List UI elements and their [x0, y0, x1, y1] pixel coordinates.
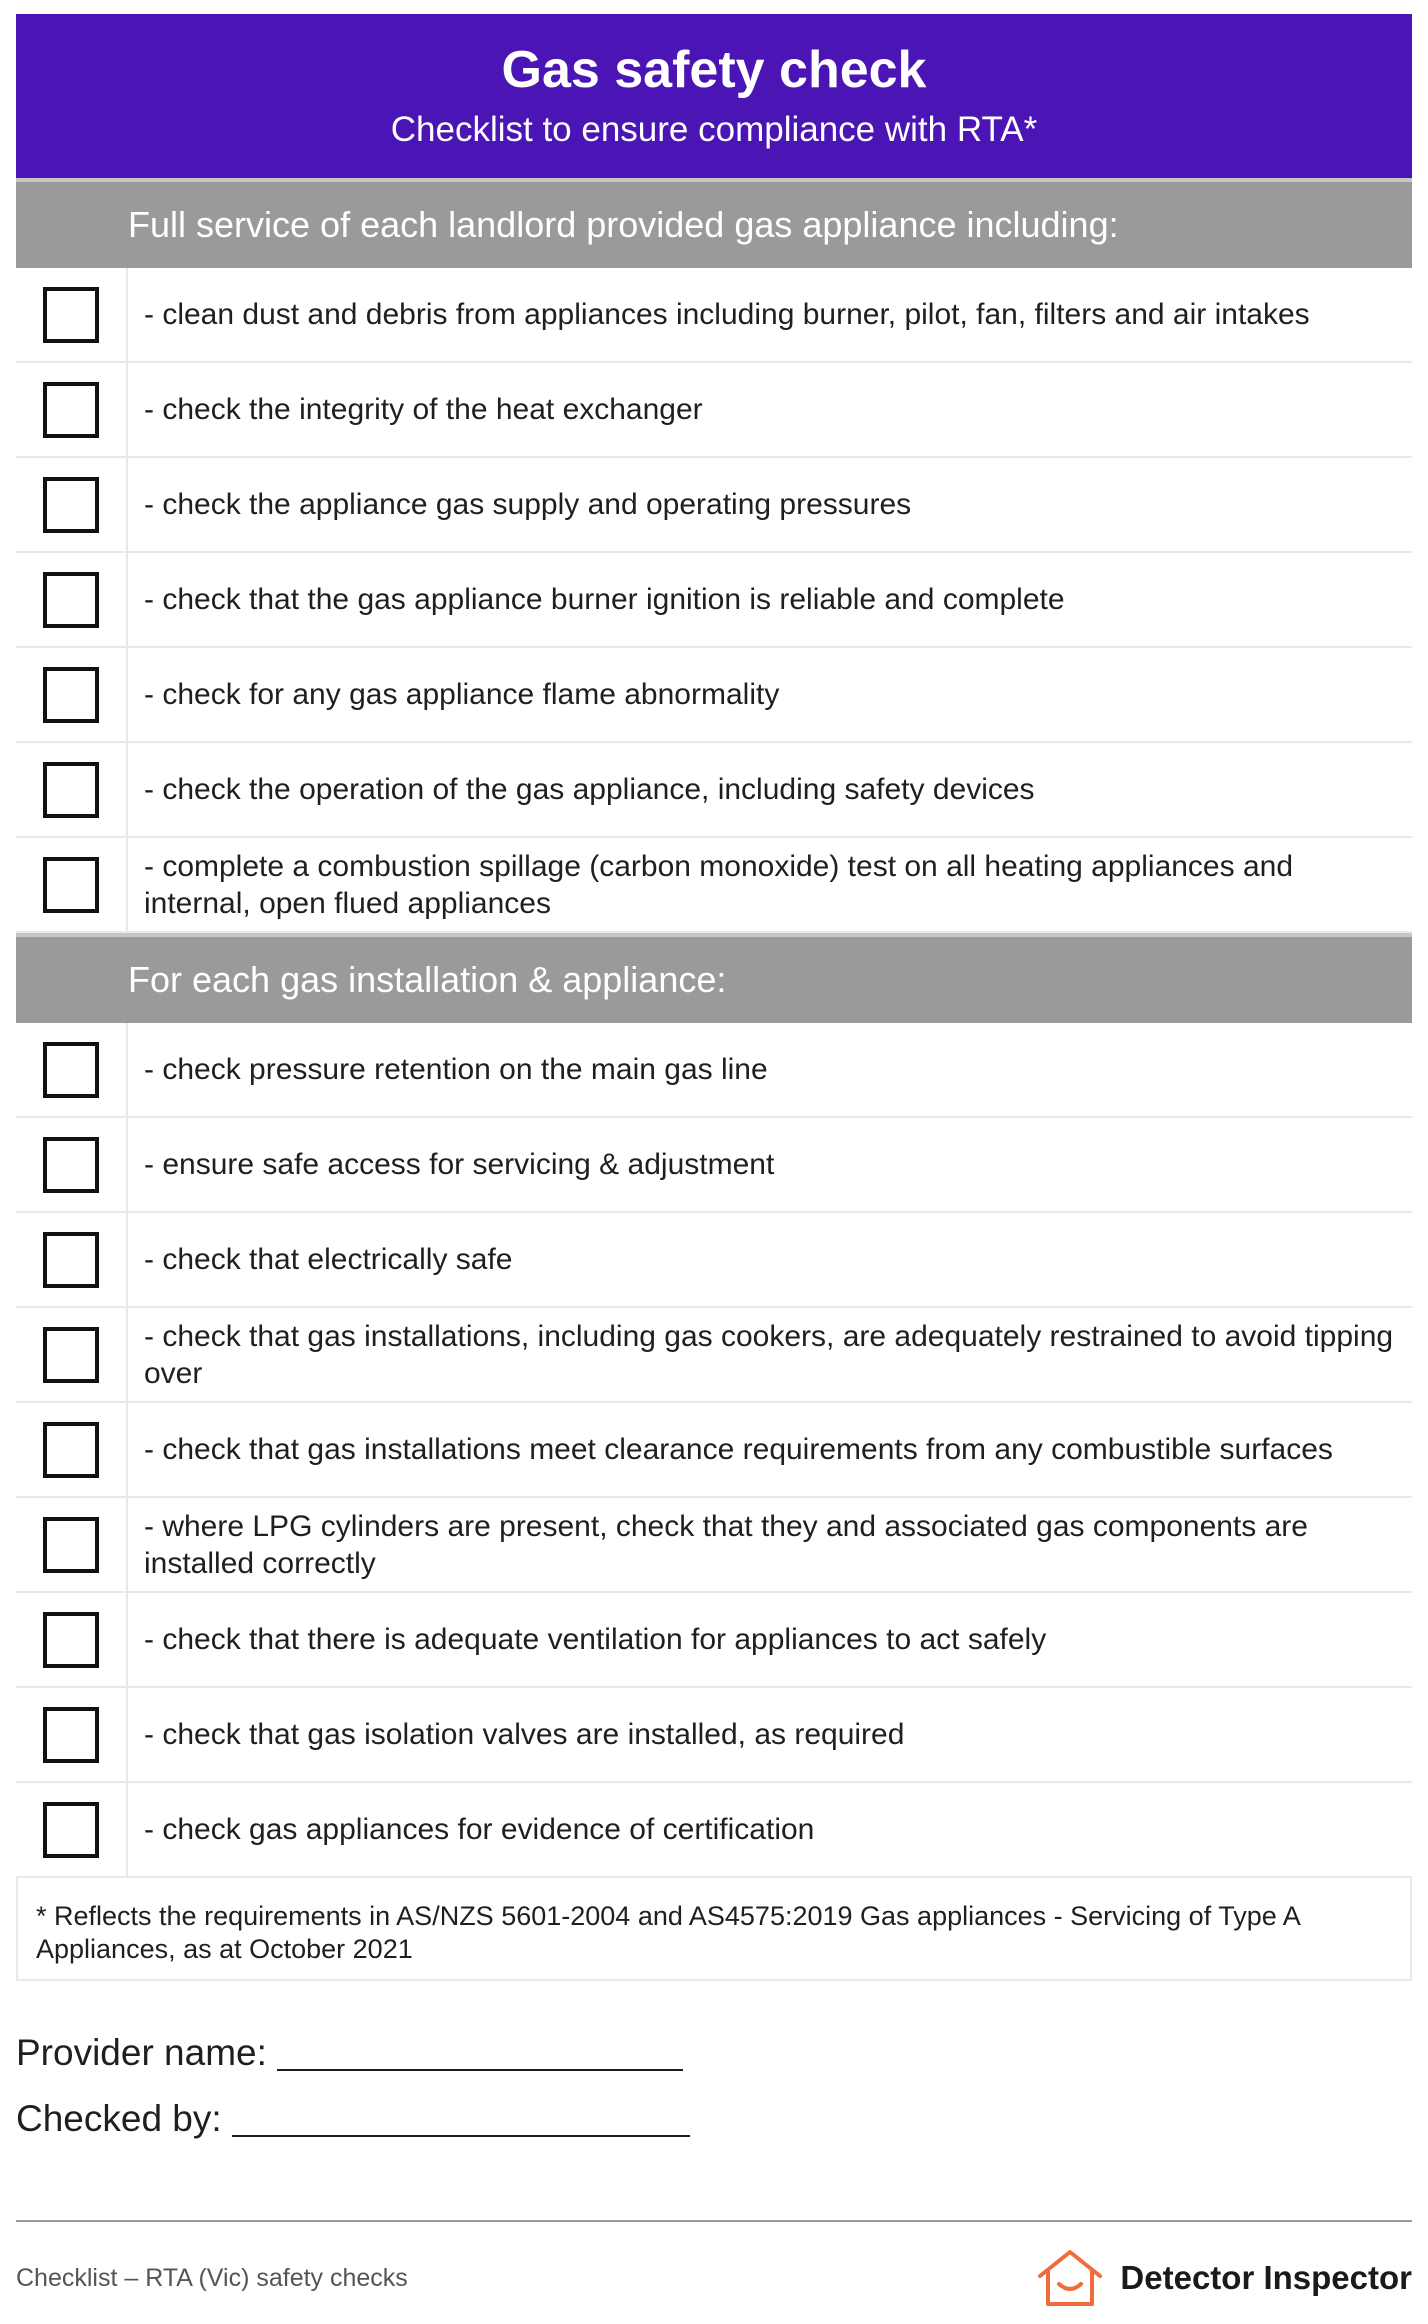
checklist-row [16, 1213, 1412, 1308]
checkbox-cell [16, 1213, 128, 1306]
checkbox-cell [16, 363, 128, 456]
checklist-row [16, 1498, 1412, 1593]
checklist-item-text: - check for any gas appliance flame abnormality [144, 678, 780, 711]
provider-name-field[interactable] [16, 2020, 690, 2086]
signoff-fields [16, 2020, 690, 2152]
checklist-row [16, 1308, 1412, 1403]
checkbox-cell [16, 1023, 128, 1116]
checkbox-cell [16, 1783, 128, 1876]
checkbox[interactable] [43, 287, 99, 343]
checklist-row [16, 363, 1412, 458]
checklist-row [16, 1118, 1412, 1213]
checklist-item-text: - check the integrity of the heat exchanger [144, 393, 703, 426]
checklist-item-text: - check that electrically safe [144, 1243, 513, 1276]
provider-name-label: Provider name: [16, 2032, 267, 2073]
checkbox-cell [16, 1498, 128, 1591]
checklist-sheet [16, 14, 1412, 1981]
checkbox[interactable] [43, 1137, 99, 1193]
checkbox-cell [16, 1688, 128, 1781]
checklist-row [16, 1403, 1412, 1498]
checkbox[interactable] [43, 572, 99, 628]
checked-by-field[interactable] [16, 2086, 690, 2152]
checklist-item-text: - check that gas installations, including gas cookers, are adequately restrained to avoid tipping over [144, 1319, 1394, 1390]
checked-by-line[interactable] [232, 2095, 690, 2137]
checklist-item-text: - check the appliance gas supply and operating pressures [144, 488, 912, 521]
checkbox-cell [16, 268, 128, 361]
checked-by-label: Checked by: [16, 2098, 222, 2139]
checkbox[interactable] [43, 1802, 99, 1858]
checklist-row [16, 268, 1412, 363]
checkbox[interactable] [43, 1707, 99, 1763]
checklist-row [16, 648, 1412, 743]
checklist-item-text: - check gas appliances for evidence of certification [144, 1813, 815, 1846]
checklist-item-text: - complete a combustion spillage (carbon monoxide) test on all heating appliances and internal, open flued appliances [144, 849, 1294, 920]
checkbox-cell [16, 1118, 128, 1211]
checkbox[interactable] [43, 1517, 99, 1573]
checklist-row [16, 1593, 1412, 1688]
checklist-row [16, 553, 1412, 648]
checklist-item-text: - check that gas installations meet clearance requirements from any combustible surfaces [144, 1433, 1333, 1466]
checkbox[interactable] [43, 1232, 99, 1288]
checklist-item-text: - check that there is adequate ventilation for appliances to act safely [144, 1623, 1047, 1656]
footnote: * Reflects the requirements in AS/NZS 5601-2004 and AS4575:2019 Gas appliances - Servicing of Type A Appliances, as at October 2021 [16, 1878, 1412, 1981]
checkbox[interactable] [43, 857, 99, 913]
footer-caption: Checklist – RTA (Vic) safety checks [16, 2264, 408, 2292]
checkbox-cell [16, 648, 128, 741]
checkbox-cell [16, 458, 128, 551]
section-full-service-list [16, 268, 1412, 933]
checkbox[interactable] [43, 1422, 99, 1478]
checkbox-cell [16, 838, 128, 931]
checkbox-cell [16, 1403, 128, 1496]
checkbox[interactable] [43, 1327, 99, 1383]
checkbox[interactable] [43, 1042, 99, 1098]
footer-divider [16, 2220, 1412, 2222]
checkbox[interactable] [43, 762, 99, 818]
section-heading-full-service: Full service of each landlord provided gas appliance including: [16, 178, 1412, 268]
checklist-item-text: - check the operation of the gas appliance, including safety devices [144, 773, 1035, 806]
checkbox-cell [16, 1593, 128, 1686]
checklist-row [16, 1023, 1412, 1118]
checkbox[interactable] [43, 477, 99, 533]
checkbox[interactable] [43, 1612, 99, 1668]
checklist-item-text: - clean dust and debris from appliances including burner, pilot, fan, filters and air intakes [144, 298, 1310, 331]
checklist-row [16, 743, 1412, 838]
brand-name: Detector Inspector [1120, 2259, 1412, 2296]
checklist-row [16, 1783, 1412, 1878]
brand-logo [1034, 2246, 1412, 2310]
checkbox-cell [16, 743, 128, 836]
header-banner [16, 14, 1412, 178]
checkbox[interactable] [43, 667, 99, 723]
checkbox[interactable] [43, 382, 99, 438]
checklist-row [16, 458, 1412, 553]
checklist-item-text: - check that the gas appliance burner ignition is reliable and complete [144, 583, 1065, 616]
checkbox-cell [16, 1308, 128, 1401]
page-title: Gas safety check [501, 41, 927, 100]
checklist-item-text: - check that gas isolation valves are installed, as required [144, 1718, 905, 1751]
checklist-item-text: - check pressure retention on the main gas line [144, 1053, 768, 1086]
section-heading-installation: For each gas installation & appliance: [16, 933, 1412, 1023]
provider-name-line[interactable] [277, 2029, 683, 2071]
page-subtitle: Checklist to ensure compliance with RTA* [390, 109, 1038, 149]
checklist-item-text: - where LPG cylinders are present, check that they and associated gas components are installed correctly [144, 1509, 1308, 1580]
house-smile-icon [1034, 2246, 1106, 2310]
checklist-row [16, 838, 1412, 933]
checkbox-cell [16, 553, 128, 646]
section-installation-list [16, 1023, 1412, 1878]
checklist-item-text: - ensure safe access for servicing & adjustment [144, 1148, 775, 1181]
checklist-row [16, 1688, 1412, 1783]
